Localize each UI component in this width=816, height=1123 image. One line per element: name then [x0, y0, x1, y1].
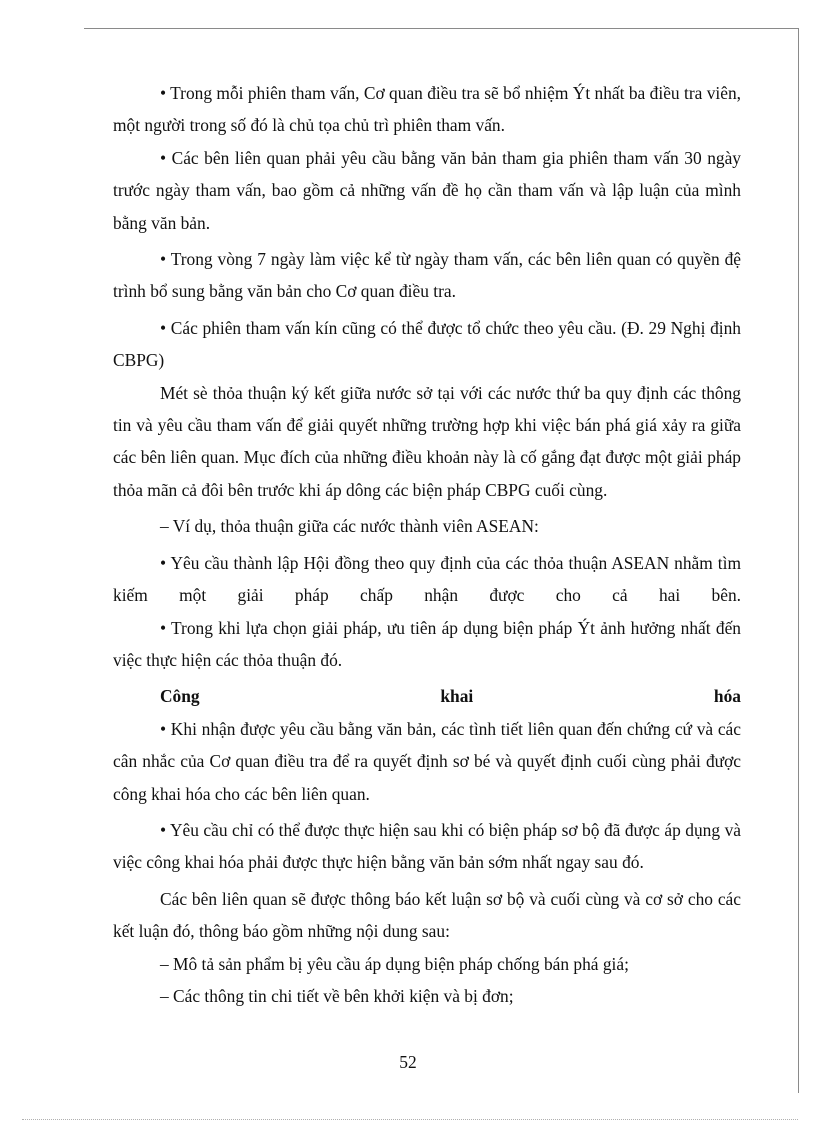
paragraph-written-request: • Các bên liên quan phải yêu cầu bằng văn bản tham gia phiên tham vấn 30 ngày trước ngày tham vấn, bao gồm cả những vấn đề họ cần tham vấn và lập luận của mình bằng văn bản.: [113, 147, 741, 233]
paragraph-closed-sessions: • Các phiên tham vấn kín cũng có thể được tổ chức theo yêu cầu. (Đ. 29 Nghị định CBPG): [113, 317, 741, 371]
paragraph-asean-example: – Ví dụ, thỏa thuận giữa các nước thành viên ASEAN:: [160, 516, 539, 537]
paragraph-priority-measures: • Trong khi lựa chọn giải pháp, ưu tiên áp dụng biện pháp Ýt ảnh hưởng nhất đến việc thực hiện các thỏa thuận đó.: [113, 617, 741, 670]
section-heading-disclosure: Công khai hóa: [160, 686, 741, 707]
list-item-product-description: – Mô tả sản phẩm bị yêu cầu áp dụng biện pháp chống bán phá giá;: [160, 953, 629, 974]
paragraph-consultation-panel: • Trong mỗi phiên tham vấn, Cơ quan điều tra sẽ bổ nhiệm Ýt nhất ba điều tra viên, một người trong số đó là chủ tọa chủ trì phiên tham vấn.: [113, 83, 741, 136]
document-body: [113, 77, 741, 1012]
paragraph-supplementary-submission: • Trong vòng 7 ngày làm việc kể từ ngày tham vấn, các bên liên quan có quyền đệ trình bổ sung bằng văn bản cho Cơ quan điều tra.: [113, 249, 741, 302]
paragraph-notification-contents: Các bên liên quan sẽ được thông báo kết luận sơ bộ và cuối cùng và cơ sở cho các kết luận đó, thông báo gồm những nội dung sau:: [113, 888, 741, 942]
paragraph-disclosure-request: • Khi nhận được yêu cầu bằng văn bản, các tình tiết liên quan đến chứng cứ và các cân nhắc của Cơ quan điều tra để ra quyết định sơ bé và quyết định cuối cùng phải được công khai hóa cho các bên liên quan.: [113, 718, 741, 804]
list-item-party-details: – Các thông tin chi tiết về bên khởi kiện và bị đơn;: [160, 985, 514, 1006]
paragraph-disclosure-timing: • Yêu cầu chỉ có thể được thực hiện sau khi có biện pháp sơ bộ đã được áp dụng và việc công khai hóa phải được thực hiện bằng văn bản sớm nhất ngay sau đó.: [113, 819, 741, 873]
paragraph-asean-council: • Yêu cầu thành lập Hội đồng theo quy định của các thỏa thuận ASEAN nhằm tìm kiếm một giải pháp chấp nhận được cho cả hai bên.: [113, 552, 741, 606]
page-number: 52: [399, 1052, 417, 1072]
paragraph-third-country-agreements: Mét sè thỏa thuận ký kết giữa nước sở tại với các nước thứ ba quy định các thông tin và yêu cầu tham vấn để giải quyết những trường hợp khi việc bán phá giá xảy ra giữa các bên liên quan. Mục đích của những điều khoản này là cố gắng đạt được một giải pháp thỏa mãn cả đôi bên trước khi áp dông các biện pháp CBPG cuối cùng.: [113, 382, 741, 500]
page-bottom-rule: [22, 1119, 798, 1120]
